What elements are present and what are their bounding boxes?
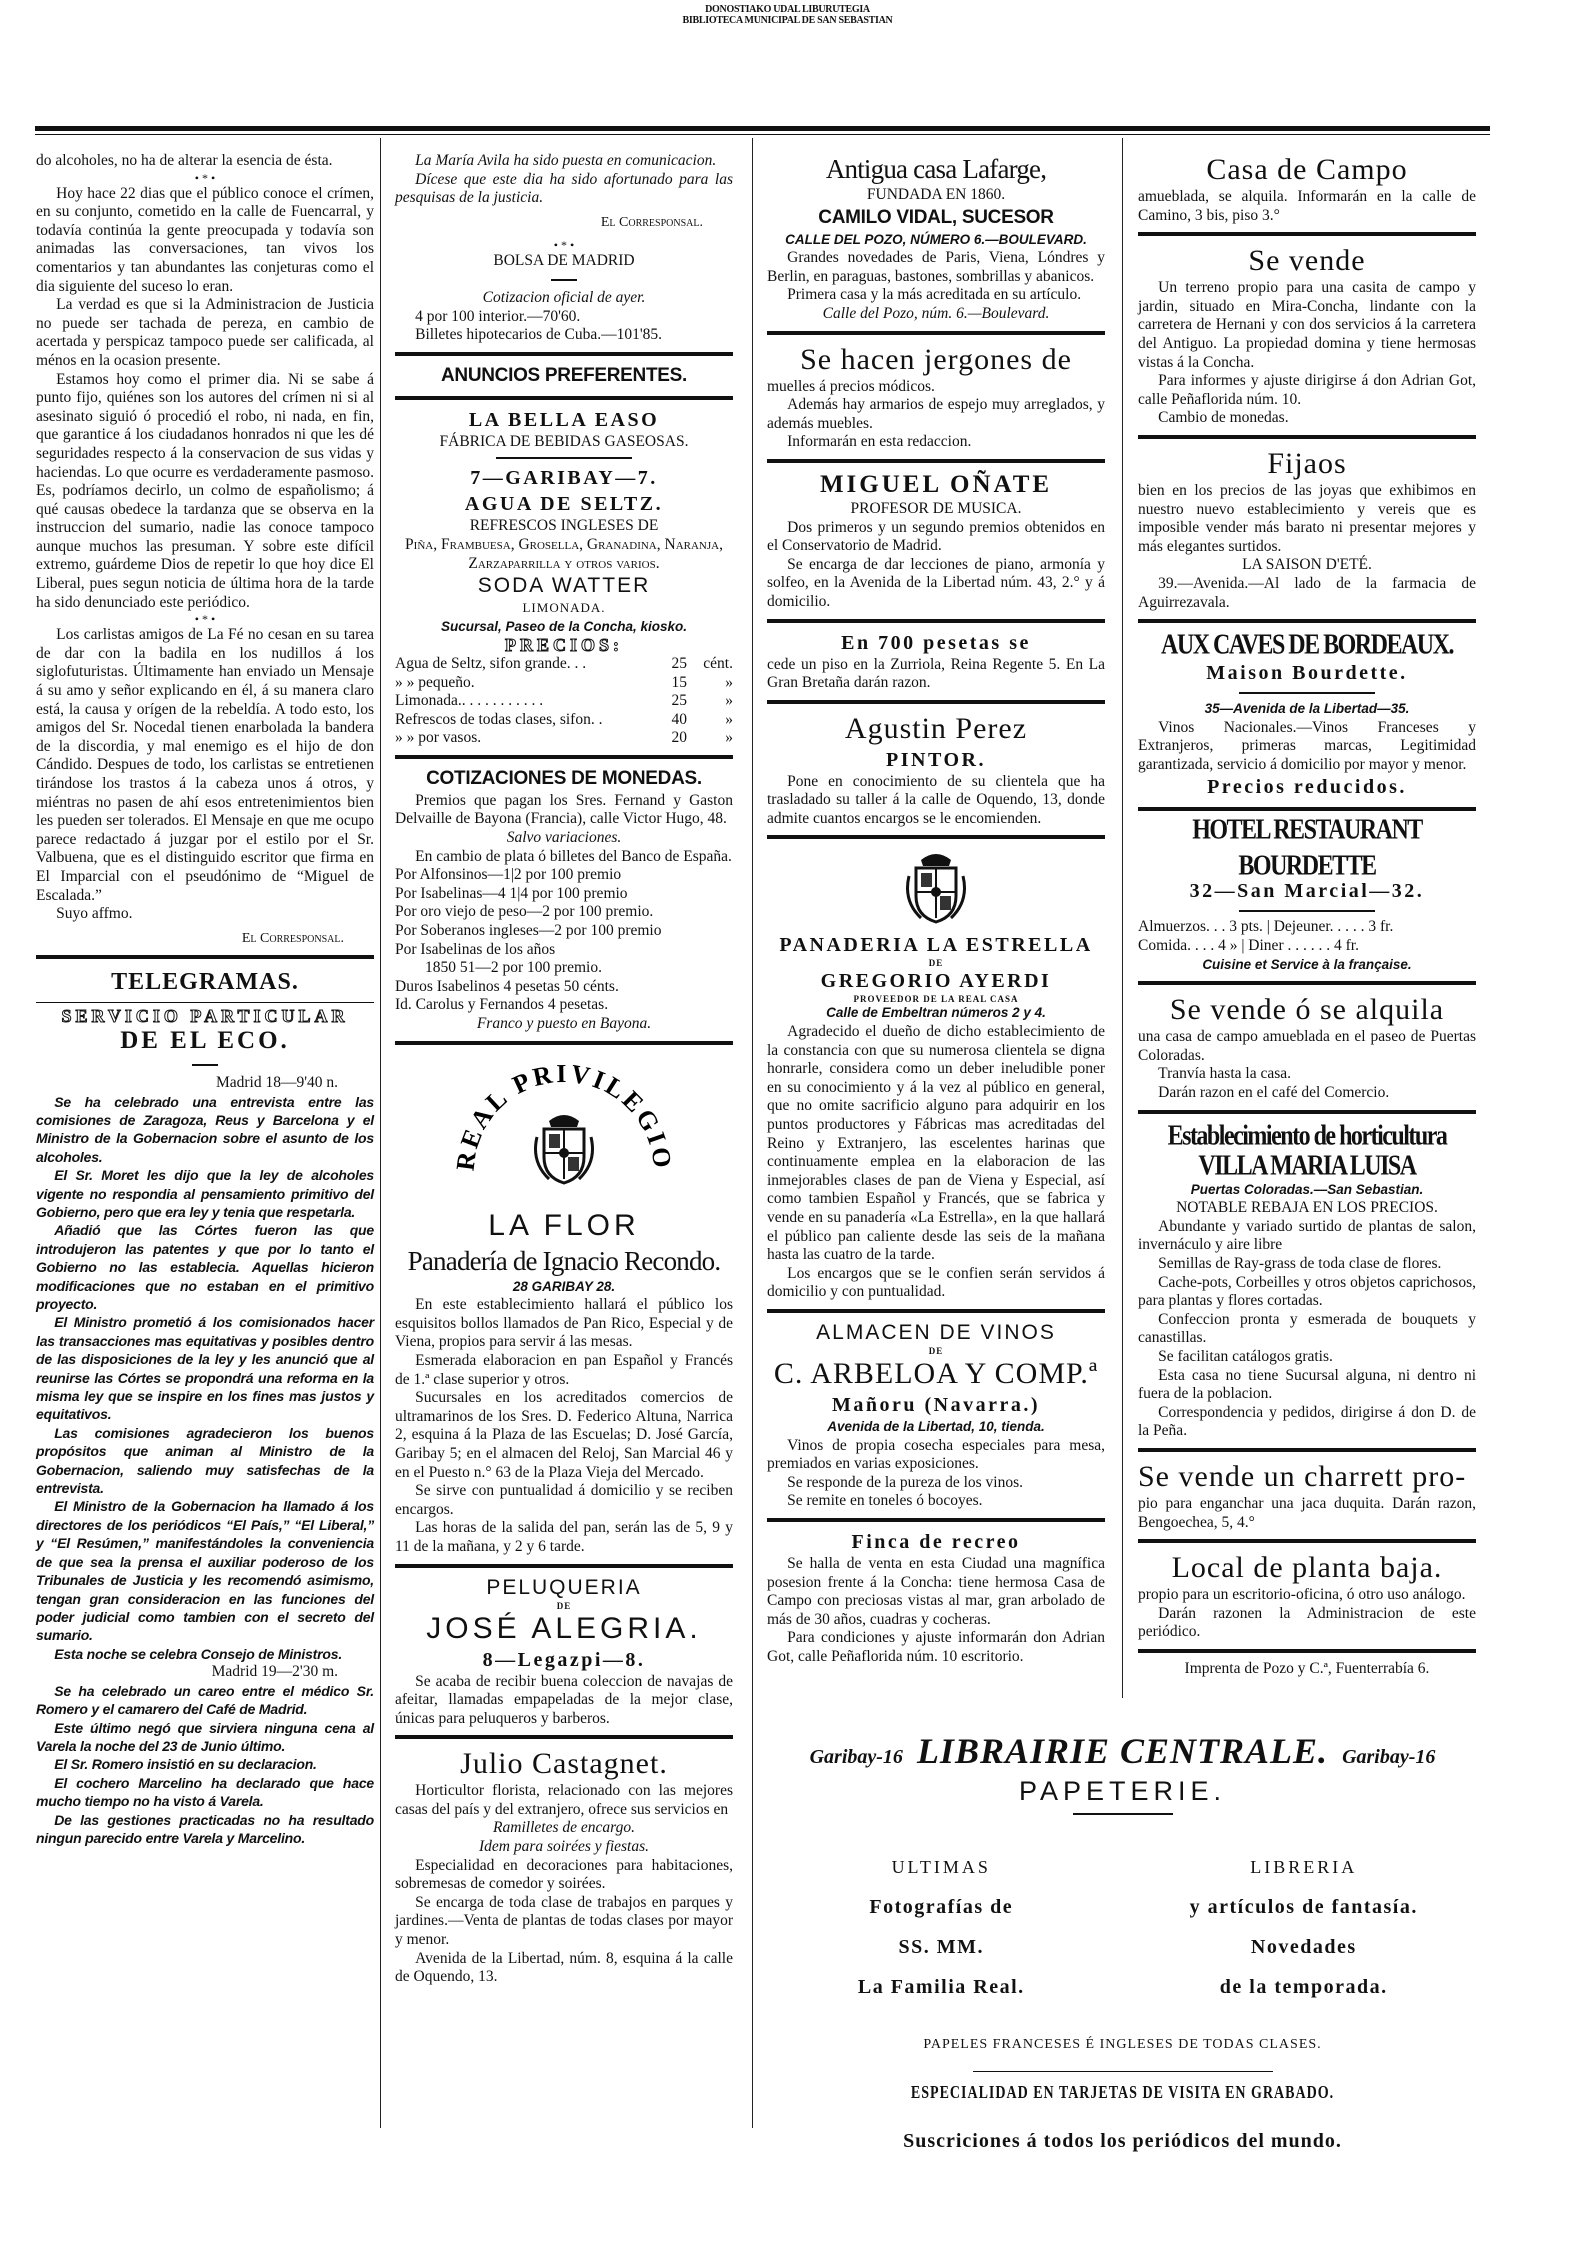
text-block: La María Avila ha sido puesta en comunicacion.	[415, 152, 717, 169]
heading: Local de planta baja.	[1171, 1551, 1443, 1585]
heading: Casa de Campo	[1206, 153, 1408, 186]
text-block: Horticultor florista, relacionado con las mejores casas del país y del extranjero, ofrece sus servicios en	[395, 1782, 733, 1818]
text-block: Tranvía hasta la casa.	[1158, 1065, 1291, 1083]
divider-rule	[1239, 692, 1374, 694]
real-privilegio-seal	[395, 1052, 733, 1202]
text-block: Idem para soirées y fiestas.	[478, 1838, 650, 1856]
divider-rule	[1138, 981, 1476, 985]
divider-rule	[1239, 910, 1374, 912]
heading: CAMILO VIDAL, SUCESOR	[818, 206, 1054, 228]
text-block: Se facilitan catálogos gratis.	[1158, 1347, 1333, 1365]
divider-rule	[1138, 1448, 1476, 1452]
ad-left-column	[760, 1847, 1123, 2007]
heading: Establecimiento de horticultura	[1167, 1120, 1447, 1152]
column-4	[1138, 152, 1476, 1679]
text-block: Los carlistas amigos de La Fé no cesan en su tarea de dar con la badila en los nudillos á los siglofuturistas. Últimamente han enviado un Mensaje á su amo y señor explicando en él, á su manera claro está, la causa y orígen de la rebeldía. A todo esto, los amigos del Sr. Nocedal tienen enarbolada la bandera de la discordia, y mal enemigo es el hijo de don Cándido. Despues de todo, los carlistas se entretienen tirándose los trastos á la cabeza unos á otros, y miéntras no pasen de ahí esos entretenimientos bien les pueden ser tolerados. El Mensaje en que me ocupo parece redactado á juzgar por el estilo por el Sr. Valbuena, que es el distinguido escritor que firma en El Imparcial con el pseudónimo de “Miguel de Escalada.”	[36, 626, 374, 904]
divider-rule	[395, 1564, 733, 1568]
price-cell: » » pequeño.	[395, 673, 475, 691]
text-block: Además hay armarios de espejo muy arreglados, y además muebles.	[767, 396, 1105, 432]
text-block: BOLSA DE MADRID	[493, 252, 635, 270]
text-block: cede un piso en la Zurriola, Reina Regente 5. En La Gran Bretaña darán razon.	[767, 655, 1105, 692]
text-block: Por Isabelinas de los años	[395, 940, 556, 958]
text-block: Los encargos que se le confien serán servidos á domicilio y con puntualidad.	[767, 1264, 1105, 1301]
text-block: Hoy hace 22 dias que el público conoce el crímen, en su conjunto, cometido en la calle de Fuencarral, y todavía continúa la gente preocupada y todavía son animadas las conversaciones, tan vivos los comentarios y tan abundantes las conjeturas como el dia siguiente del suceso lo eran.	[36, 184, 374, 295]
text-block: Darán razonen la Administracion de este periódico.	[1138, 1604, 1476, 1641]
column-divider	[380, 138, 381, 2128]
text-block: Se encarga de dar lecciones de piano, armonía y solfeo, en la Avenida de la Libertad núm. 43, 2.° y á domicilio.	[767, 555, 1105, 610]
divider-rule	[1138, 1649, 1476, 1653]
text-block: Confeccion pronta y esmerada de bouquets y canastillas.	[1138, 1310, 1476, 1347]
divider-rule	[767, 619, 1105, 623]
library-stamp-line2: BIBLIOTECA MUNICIPAL DE SAN SEBASTIAN	[682, 15, 893, 26]
ad-left-line: Fotografías de	[869, 1896, 1014, 1918]
price-cell: »	[725, 729, 733, 747]
text-block: Madrid 18—9'40 n.	[215, 1073, 338, 1091]
divider-rule	[767, 459, 1105, 463]
text-block: Esta casa no tiene Sucursal alguna, ni dentro ni fuera de la poblacion.	[1138, 1366, 1476, 1403]
text-block: Para informes y ajuste dirigirse á don Adrian Got, calle Peñaflorida núm. 10.	[1138, 372, 1476, 408]
price-cell: Limonada.. . . . . . . . . . .	[395, 692, 544, 710]
price-cell: 15	[671, 673, 687, 691]
ornament-divider	[1073, 1813, 1173, 1821]
heading: HOTEL RESTAURANT BOURDETTE	[1192, 814, 1422, 883]
heading: DE EL ECO.	[120, 1026, 290, 1054]
text-block: Premios que pagan los Sres. Fernand y Gaston Delvaille de Bayona (Francia), calle Victor Hugo, 48.	[395, 791, 733, 828]
text-block: Especialidad en decoraciones para habitaciones, sobremesas de comedor y soirées.	[395, 1856, 733, 1893]
text-block: Franco y puesto en Bayona.	[476, 1015, 652, 1032]
column-divider	[1122, 138, 1123, 1698]
ad-left-line: SS. MM.	[898, 1936, 984, 1958]
text-block: Calle de Embeltran números 2 y 4.	[826, 1005, 1046, 1021]
text-block: Estamos hoy como el primer dia. Ni se sabe á punto fijo, quiénes son los autores del crímen ni si al asesinato siguió ó procedió el robo, ni nada, en fin, que garantice á los ciudadanos honrados ni que les dé seguridades respecto á la conservacion de sus vidas y haciendas. Lo que ocurre es verdaderamente pasmoso. Es, podríamos decirlo, un colmo de españolismo; á qué causas obedece la tardanza que se observa en la instruccion del sumario, nadie las conoce tampoco aunque muchos las presuman. Y sobre este difícil extremo, guárdeme Dios de repetir lo que hoy dice El Liberal, pues segun noticia de última hora de la tarde ha sido denunciado este periódico.	[36, 370, 374, 611]
text-block: 28 GARIBAY 28.	[512, 1278, 616, 1294]
text-block: Avenida de la Libertad, núm. 8, esquina á la calle de Oquendo, 13.	[395, 1949, 733, 1986]
price-cell: »	[725, 692, 733, 710]
text-block: NOTABLE REBAJA EN LOS PRECIOS.	[1176, 1199, 1438, 1217]
price-row	[395, 655, 733, 674]
library-stamp-line1: DONOSTIAKO UDAL LIBURUTEGIA	[705, 4, 870, 15]
text-block: Se halla de venta en esta Ciudad una magnífica posesion frente á la Concha: tiene hermosa Casa de Campo con preciosas vistas al mar, gran arbolado de más de 30 años, cuadras y cocheras.	[767, 1554, 1105, 1628]
text-block: Agradecido el dueño de dicho establecimiento de la constancia con que su numerosa clientela se digna honrarle, considera como un deber ineludible poner en su conocimiento y á la vez al público en general, que no omite sacrificio alguno para adquirir en los puntos productores y Fábricas mas acreditadas del Reino y Extranjero, las escelentes harinas que continuamente emplea en la elaboracion de las inmejorables clases de pan de Viena y Especial, así como tambien Español y Francés, que se fabrica y vende en su panadería «La Estrella», en la que hallará el público pan caliente desde las seis de la mañana hasta las cuatro de la tarde.	[767, 1023, 1105, 1264]
text-block: Este último negó que sirviera ninguna cena al Varela la noche del 23 de Junio último.	[36, 1719, 374, 1754]
heading: Julio Castagnet.	[460, 1747, 668, 1781]
text-block: Primera casa y la más acreditada en su artículo.	[787, 286, 1082, 304]
price-row	[395, 711, 733, 730]
divider-rule	[767, 331, 1105, 335]
text-block: pio para enganchar una jaca duquita. Darán razon, Bengoechea, 5, 4.°	[1138, 1494, 1476, 1531]
column-1	[36, 152, 374, 1847]
divider-rule	[395, 352, 733, 356]
heading: PANADERIA LA ESTRELLA	[779, 934, 1093, 957]
price-row	[395, 692, 733, 711]
divider-rule	[1138, 1539, 1476, 1543]
text-block: Esta noche se celebra Consejo de Ministros.	[54, 1645, 343, 1662]
ad-subscriptions-line: Suscriciones á todos los periódicos del mundo.	[903, 2130, 1342, 2152]
heading: MIGUEL OÑATE	[819, 470, 1053, 498]
heading: Fijaos	[1267, 446, 1347, 480]
ad-address-right: Garibay-16	[1342, 1746, 1436, 1768]
heading: JOSÉ ALEGRIA.	[426, 1611, 702, 1645]
heading: Panadería de Ignacio Recondo.	[407, 1245, 721, 1276]
text-block: Correspondencia y pedidos, dirigirse á don D. de la Peña.	[1138, 1403, 1476, 1440]
text-block: En cambio de plata ó billetes del Banco de España.	[415, 847, 732, 865]
divider-rule	[767, 835, 1105, 839]
ad-right-line: LIBRERIA	[1250, 1857, 1358, 1877]
text-block: LA SAISON D'ETÉ.	[1242, 556, 1372, 574]
text-block: Puertas Coloradas.—San Sebastian.	[1190, 1181, 1424, 1197]
divider-rule	[496, 457, 631, 459]
top-rule	[35, 126, 1490, 131]
heading: C. ARBELOA Y COMP.ª	[773, 1356, 1099, 1390]
text-block: Cambio de monedas.	[1158, 409, 1289, 427]
heading: Agustin Perez	[844, 711, 1028, 745]
text-block: Pone en conocimiento de su clientela que ha trasladado su taller á la calle de Oquendo, 13, donde admite cuantos encargos se le encomienden.	[767, 772, 1105, 827]
text-block: Ramilletes de encargo.	[493, 1819, 635, 1837]
text-block: DE	[928, 958, 944, 969]
text-block: Abundante y variado surtido de plantas de salon, invernáculo y aire libre	[1138, 1217, 1476, 1254]
text-block: PROFESOR DE MUSICA.	[850, 499, 1022, 517]
text-block: Para condiciones y ajuste informarán don Adrian Got, calle Peñaflorida núm. 10 escritorio.	[767, 1629, 1105, 1665]
divider	[973, 2071, 1273, 2072]
heading: Se vende un charrett pro-	[1138, 1459, 1467, 1493]
heading: COTIZACIONES DE MONEDAS.	[426, 767, 702, 789]
text-block: Las comisiones agradecieron los buenos propósitos que animan al Ministro de la Gobernacion, saliendo muy satisfechas de la entrevista.	[36, 1424, 374, 1497]
text-block: Duros Isabelinos 4 pesetas 50 cénts.	[395, 977, 619, 995]
heading: AUX CAVES DE BORDEAUX.	[1161, 629, 1453, 661]
text-block: Dos primeros y un segundo premios obtenidos en el Conservatorio de Madrid.	[767, 518, 1105, 555]
price-cell: 25	[671, 654, 687, 672]
text-block: Un terreno propio para una casita de campo y jardin, situado en Mira-Concha, lindante con la carretera de Hernani y con dos servicios á la carretera del Antiguo. La propiedad domina y tiene hermosas vistas á la Concha.	[1138, 279, 1476, 371]
heading: PRECIOS:	[504, 635, 623, 656]
price-row	[395, 729, 733, 748]
text-block: CALLE DEL POZO, NÚMERO 6.—BOULEVARD.	[785, 231, 1087, 247]
column-3	[767, 152, 1105, 1667]
divider-rule	[395, 396, 733, 400]
divider-rule	[395, 755, 733, 759]
text-block: Suyo affmo.	[56, 905, 133, 923]
price-cell: »	[725, 673, 733, 691]
price-cell: »	[725, 710, 733, 728]
text-block: REFRESCOS INGLESES DE	[469, 517, 659, 535]
heading: 32—San Marcial—32.	[1189, 880, 1425, 903]
text-block: Esmerada elaboracion en pan Español y Francés de 1.ª clase superior y otros.	[395, 1351, 733, 1388]
heading: Se vende	[1248, 244, 1366, 278]
text-block: El Corresponsal.	[600, 214, 703, 230]
text-block: do alcoholes, no ha de alterar la esencia de ésta.	[36, 152, 333, 169]
text-block: Comida. . . . 4 » | Diner . . . . . . 4 fr.	[1138, 937, 1359, 955]
text-block: Id. Carolus y Fernandos 4 pesetas.	[395, 996, 609, 1014]
divider-rule	[36, 955, 374, 959]
column-divider	[752, 138, 753, 2128]
text-block: Dícese que este dia ha sido afortunado para las pesquisas de la justicia.	[395, 170, 733, 207]
text-block: Darán razon en el café del Comercio.	[1158, 1084, 1390, 1102]
text-block: Sucursales en los acreditados comercios de ultramarinos de los Sres. D. Federico Altuna, Narrica 2, esquina á la Plaza de las Escuelas; D. José García, Garibay 5; en el almacen del Reloj, San Marcial 46 y en el Puesto n.° 63 de la Plaza Vieja del Mercado.	[395, 1389, 733, 1481]
divider-rule	[1138, 807, 1476, 811]
ad-subtitle: PAPETERIE.	[1018, 1776, 1227, 1806]
divider-rule	[1138, 435, 1476, 439]
heading: TELEGRAMAS.	[111, 969, 299, 996]
heading: AGUA DE SELTZ.	[464, 493, 664, 516]
text-block: Sucursal, Paseo de la Concha, kiosko.	[440, 618, 688, 634]
text-block: FUNDADA EN 1860.	[866, 186, 1006, 203]
price-cell: 25	[671, 692, 687, 710]
coat-of-arms-icon	[536, 1115, 593, 1183]
asterism: • * •	[553, 238, 575, 253]
text-block: El Ministro de la Gobernacion ha llamado á los directores de los periódicos “El País,” “El Liberal,” y “El Resúmen,” manifestándoles la conveniencia de que sea la prensa el auxiliar poderoso de los Tribunales de Justicia y les recomendó asimismo, tengan gran consideracion en las funciones del poder judicial como tambien con el secreto del sumario.	[36, 1498, 374, 1644]
price-cell: Agua de Seltz, sifon grande. . .	[395, 654, 587, 672]
text-block: Salvo variaciones.	[506, 829, 622, 847]
divider-rule	[395, 1735, 733, 1739]
divider-dash	[551, 279, 577, 281]
heading: SERVICIO PARTICULAR	[61, 1006, 349, 1027]
text-block: una casa de campo amueblada en el paseo de Puertas Coloradas.	[1138, 1028, 1476, 1064]
text-block: En este establecimiento hallará el público los esquisitos bollos llamados de Pan Rico, Especial y de Viena, propios para servir á las mesas.	[395, 1296, 733, 1351]
heading: ANUNCIOS PREFERENTES.	[440, 364, 687, 386]
text-block: FÁBRICA DE BEBIDAS GASEOSAS.	[439, 432, 689, 450]
seal-text: REAL PRIVILEGIO	[450, 1058, 678, 1172]
text-block: Se acaba de recibir buena coleccion de navajas de afeitar, llamadas empapeladas de la mejor clase, únicas para peluqueros y barberos.	[395, 1672, 733, 1727]
coat-of-arms-icon	[767, 846, 1105, 926]
heading: LA FLOR	[488, 1208, 640, 1242]
text-block: DE	[928, 1345, 944, 1356]
divider-rule	[767, 1518, 1105, 1522]
price-cell: cént.	[703, 654, 733, 672]
heading: En 700 pesetas se	[841, 631, 1031, 654]
librairie-centrale-ad	[760, 1730, 1485, 2153]
text-block: Avenida de la Libertad, 10, tienda.	[827, 1418, 1045, 1434]
text-block: Se remite en toneles ó bocoyes.	[787, 1492, 983, 1510]
heading: Se vende ó se alquila	[1169, 993, 1445, 1027]
text-block: amueblada, se alquila. Informarán en la calle de Camino, 3 bis, piso 3.°	[1138, 188, 1476, 224]
text-block: Vinos Nacionales.—Vinos Franceses y Extranjeros, primeras marcas, Legitimidad garantizada, servicio á domicilio por mayor y menor.	[1138, 718, 1476, 773]
text-block: Se ha celebrado una entrevista entre las comisiones de Zaragoza, Reus y Barcelona y el Ministro de la Gobernacion sobre el asunto de los alcoholes.	[36, 1093, 374, 1165]
heading: 7—GARIBAY—7.	[470, 467, 658, 490]
heading: Se hacen jergones de	[800, 342, 1072, 376]
ad-papers-line: PAPELES FRANCESES É INGLESES DE TODAS CLASES.	[923, 2037, 1322, 2052]
ad-address-left: Garibay-16	[809, 1746, 903, 1768]
text-block: Cache-pots, Corbeilles y otros objetos caprichosos, para plantas y flores cortadas.	[1138, 1273, 1476, 1310]
price-cell: 20	[671, 729, 687, 747]
text-block: Cuisine et Service à la française.	[1202, 956, 1412, 972]
text-block: DE	[556, 1600, 572, 1611]
divider-rule	[767, 700, 1105, 704]
text-block: El Ministro prometió á los comisionados hacer las transacciones mas equitativas y posibles dentro de las disposiciones de la ley y les anunció que al reunirse las Córtes se propondrá una reforma en la misma ley que se inspire en los fines mas justos y equitativos.	[36, 1314, 374, 1423]
text-block: 4 por 100 interior.—70'60.	[415, 307, 581, 325]
text-block: Se sirve con puntualidad á domicilio y se reciben encargos.	[395, 1482, 733, 1518]
heading: 8—Legazpi—8.	[482, 1648, 646, 1671]
asterism: • * •	[194, 612, 216, 627]
ad-right-column	[1123, 1847, 1486, 2007]
text-block: propio para un escritorio-oficina, ó otro uso análogo.	[1138, 1586, 1466, 1604]
text-block: Cotizacion oficial de ayer.	[482, 288, 646, 306]
text-block: Grandes novedades de Paris, Viena, Lóndres y Berlin, en paraguas, bastones, sombrillas y abanicos.	[767, 249, 1105, 285]
text-block: Se responde de la pureza de los vinos.	[787, 1473, 1024, 1491]
top-rule-thin	[35, 134, 1490, 135]
ad-cards-line: ESPECIALIDAD EN TARJETAS DE VISITA EN GRABADO.	[910, 2083, 1335, 2104]
text-block: LIMONADA.	[522, 600, 606, 616]
text-block: Por oro viejo de peso—2 por 100 premio.	[395, 903, 654, 921]
text-block: 1850 51—2 por 100 premio.	[425, 959, 602, 977]
text-block: Informarán en esta redaccion.	[787, 433, 972, 451]
library-stamp	[0, 4, 1575, 26]
heading: VILLA MARIA LUISA	[1198, 1150, 1416, 1182]
divider-rule	[395, 1041, 733, 1045]
heading: PELUQUERIA	[486, 1575, 642, 1599]
text-block: Almuerzos. . . 3 pts. | Dejeuner. . . . . 3 fr.	[1138, 918, 1394, 936]
text-block: 35—Avenida de la Libertad—35.	[1204, 701, 1410, 717]
text-block: Se ha celebrado un careo entre el médico Sr. Romero y el camarero del Café de Madrid.	[36, 1682, 374, 1718]
text-block: El Corresponsal.	[241, 930, 344, 946]
divider-rule	[767, 1309, 1105, 1313]
text-block: Piña, Frambuesa, Grosella, Granadina, Naranja, Zarzaparrilla y otros varios.	[405, 535, 723, 572]
text-block: El cochero Marcelino ha declarado que hace mucho tiempo no ha visto á Varela.	[36, 1774, 374, 1810]
text-block: PROVEEDOR DE LA REAL CASA	[853, 994, 1019, 1005]
ad-left-line: ULTIMAS	[891, 1857, 991, 1877]
heading: PINTOR.	[886, 748, 986, 771]
heading: Antigua casa Lafarge,	[825, 154, 1047, 184]
asterism: • * •	[194, 170, 216, 185]
text-block: bien en los precios de las joyas que exhibimos en nuestro nuevo establecimiento y vereis que es imposible vender más barato ni presentar mejores y más elegantes surtidos.	[1138, 481, 1476, 555]
text-block: El Sr. Moret les dijo que la ley de alcoholes vigente no respondia al pensamiento primitivo del Gobierno, pero que era ley y tenia que respetarla.	[36, 1167, 374, 1220]
heading: Finca de recreo	[851, 1530, 1021, 1553]
text-block: Calle del Pozo, núm. 6.—Boulevard.	[822, 304, 1050, 322]
heading: Precios reducidos.	[1207, 776, 1407, 799]
text-block: Las horas de la salida del pan, serán las de 5, 9 y 11 de la mañana, y 2 y 6 tarde.	[395, 1519, 733, 1555]
text-block: 39.—Avenida.—Al lado de la farmacia de Aguirrezavala.	[1138, 574, 1476, 611]
text-block: Por Soberanos ingleses—2 por 100 premio	[395, 922, 662, 940]
heading: GREGORIO AYERDI	[820, 970, 1052, 993]
heading: LA BELLA EASO	[468, 408, 660, 431]
text-block: Imprenta de Pozo y C.ª, Fuenterrabía 6.	[1184, 1659, 1430, 1677]
heading: ALMACEN DE VINOS	[816, 1320, 1056, 1344]
ad-left-line: La Familia Real.	[857, 1976, 1025, 1998]
divider-rule	[1138, 232, 1476, 236]
heading: SODA WATTER	[477, 574, 651, 598]
divider-dash	[192, 1064, 218, 1066]
text-block: Por Isabelinas—4 1|4 por 100 premio	[395, 884, 628, 902]
text-block: La verdad es que si la Administracion de Justicia no puede ser tachada de pereza, en cambio de acertada y perspicaz tampoco puede ser calificada, al ménos en la ocasion presente.	[36, 296, 374, 369]
text-block: De las gestiones practicadas no ha resultado ningun parecido entre Varela y Marcelino.	[36, 1811, 374, 1846]
column-2	[395, 152, 733, 1987]
ad-right-line: y artículos de fantasía.	[1189, 1896, 1418, 1918]
text-block: El Sr. Romero insistió en su declaracion.	[54, 1756, 317, 1773]
text-block: Vinos de propia cosecha especiales para mesa, premiados en varias exposiciones.	[767, 1436, 1105, 1473]
ad-title: LIBRAIRIE CENTRALE.	[916, 1731, 1329, 1771]
ad-right-line: Novedades	[1250, 1936, 1357, 1958]
divider-rule	[1138, 1110, 1476, 1114]
heading: Mañoru (Navarra.)	[831, 1393, 1041, 1416]
divider-rule	[1138, 619, 1476, 623]
price-cell: 40	[671, 710, 687, 728]
text-block: muelles á precios módicos.	[767, 377, 935, 395]
text-block: Añadió que las Córtes fueron las que introdujeron las patentes y que por lo tanto el Gobierno no las establecia. Aquellas hicieron modificaciones que no estaban en el primitivo proyecto.	[36, 1222, 374, 1312]
price-row	[395, 674, 733, 693]
text-block: Por Alfonsinos—1|2 por 100 premio	[395, 866, 622, 884]
text-block: Madrid 19—2'30 m.	[211, 1663, 338, 1681]
ad-right-line: de la temporada.	[1219, 1976, 1388, 1998]
text-block: Billetes hipotecarios de Cuba.—101'85.	[415, 326, 663, 344]
text-block: Semillas de Ray-grass de toda clase de flores.	[1158, 1255, 1442, 1272]
text-block: Se encarga de toda clase de trabajos en parques y jardines.—Venta de plantas de todas clases por mayor y menor.	[395, 1893, 733, 1949]
price-cell: » » por vasos.	[395, 729, 482, 747]
heading: Maison Bourdette.	[1206, 662, 1408, 685]
divider-rule	[36, 1002, 374, 1003]
price-cell: Refrescos de todas clases, sifon. .	[395, 710, 603, 728]
